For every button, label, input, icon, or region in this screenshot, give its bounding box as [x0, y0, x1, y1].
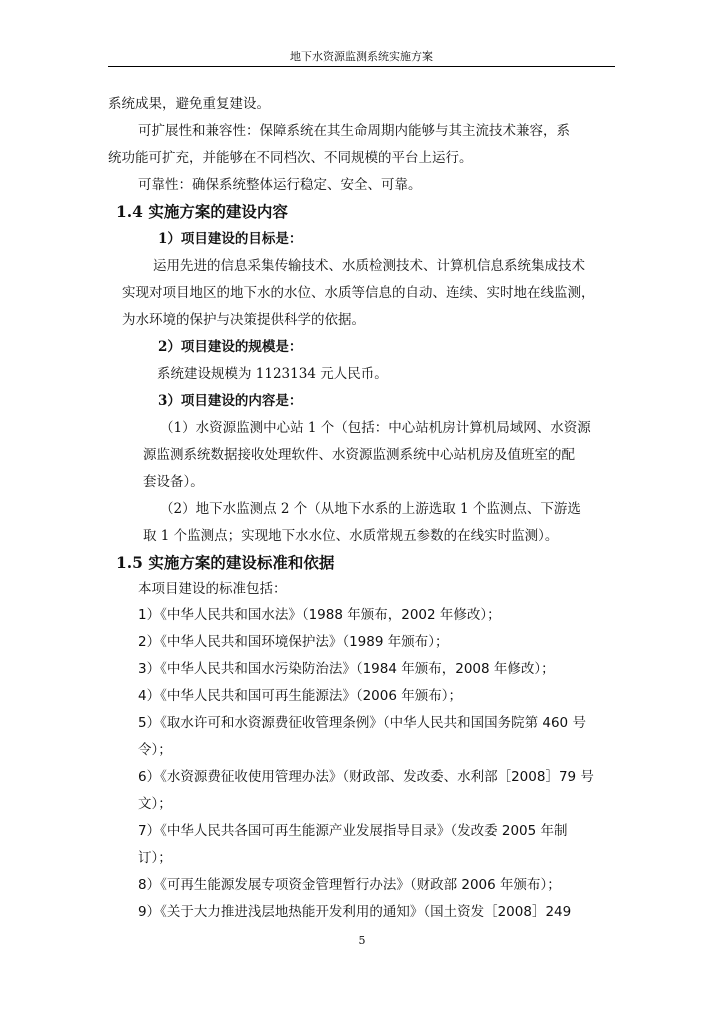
goal-heading: 1）项目建设的目标是： — [158, 231, 303, 247]
content-line-1: （1）水资源监测中心站 1 个（包括：中心站机房计算机局域网、水资源 — [160, 420, 591, 436]
standards-intro: 本项目建设的标准包括： — [138, 581, 287, 597]
ref-item: 3）《中华人民共和国水污染防治法》（1984 年颁布，2008 年修改）； — [138, 661, 555, 677]
ref-item: 9）《关于大力推进浅层地热能开发利用的通知》（国土资发［2008］249 — [138, 904, 572, 920]
page-header: 地下水资源监测系统实施方案 — [108, 48, 615, 67]
ref-item: 5）《取水许可和水资源费征收管理条例》（中华人民共和国国务院第 460 号 — [138, 715, 586, 731]
content-heading: 3）项目建设的内容是： — [158, 393, 303, 409]
ref-item: 7）《中华人民共各国可再生能源产业发展指导目录》（发改委 2005 年制 — [138, 823, 568, 839]
content-line-5: 取 1 个监测点；实现地下水水位、水质常规五参数的在线实时监测）。 — [143, 528, 559, 544]
content-line-2: 源监测系统数据接收处理软件、水资源监测系统中心站机房及值班室的配 — [143, 447, 575, 463]
section-heading-1-4: 1.4 实施方案的建设内容 — [116, 202, 288, 221]
content-line-3: 套设备）。 — [143, 474, 204, 490]
goal-line-1: 运用先进的信息采集传输技术、水质检测技术、计算机信息系统集成技术 — [153, 258, 585, 274]
ref-item: 1）《中华人民共和国水法》（1988 年颁布，2002 年修改）； — [138, 607, 501, 623]
goal-line-3: 为水环境的保护与决策提供科学的依据。 — [122, 312, 365, 328]
ref-item-continuation: 令）； — [138, 742, 172, 758]
ref-item: 4）《中华人民共和国可再生能源法》（2006 年颁布）； — [138, 688, 462, 704]
ref-item: 2）《中华人民共和国环境保护法》（1989 年颁布）； — [138, 634, 449, 650]
ref-item: 8）《可再生能源发展专项资金管理暂行办法》（财政部 2006 年颁布）； — [138, 877, 561, 893]
page-number: 5 — [358, 934, 366, 947]
intro-line-1: 系统成果，避免重复建设。 — [108, 96, 270, 112]
content-line-4: （2）地下水监测点 2 个（从地下水系的上游选取 1 个监测点、下游选 — [160, 501, 581, 517]
intro-line-4: 可靠性：确保系统整体运行稳定、安全、可靠。 — [138, 177, 422, 193]
ref-item-continuation: 文）； — [138, 796, 172, 812]
ref-item: 6）《水资源费征收使用管理办法》（财政部、发改委、水利部［2008］79 号 — [138, 769, 594, 785]
scale-line: 系统建设规模为 1123134 元人民币。 — [157, 366, 388, 382]
intro-line-3: 统功能可扩充，并能够在不同档次、不同规模的平台上运行。 — [108, 150, 473, 166]
section-heading-1-5: 1.5 实施方案的建设标准和依据 — [116, 553, 335, 572]
scale-heading: 2）项目建设的规模是： — [158, 339, 303, 355]
intro-line-2: 可扩展性和兼容性：保障系统在其生命周期内能够与其主流技术兼容，系 — [138, 123, 570, 139]
goal-line-2: 实现对项目地区的地下水的水位、水质等信息的自动、连续、实时地在线监测， — [122, 285, 595, 301]
ref-item-continuation: 订）； — [138, 850, 172, 866]
